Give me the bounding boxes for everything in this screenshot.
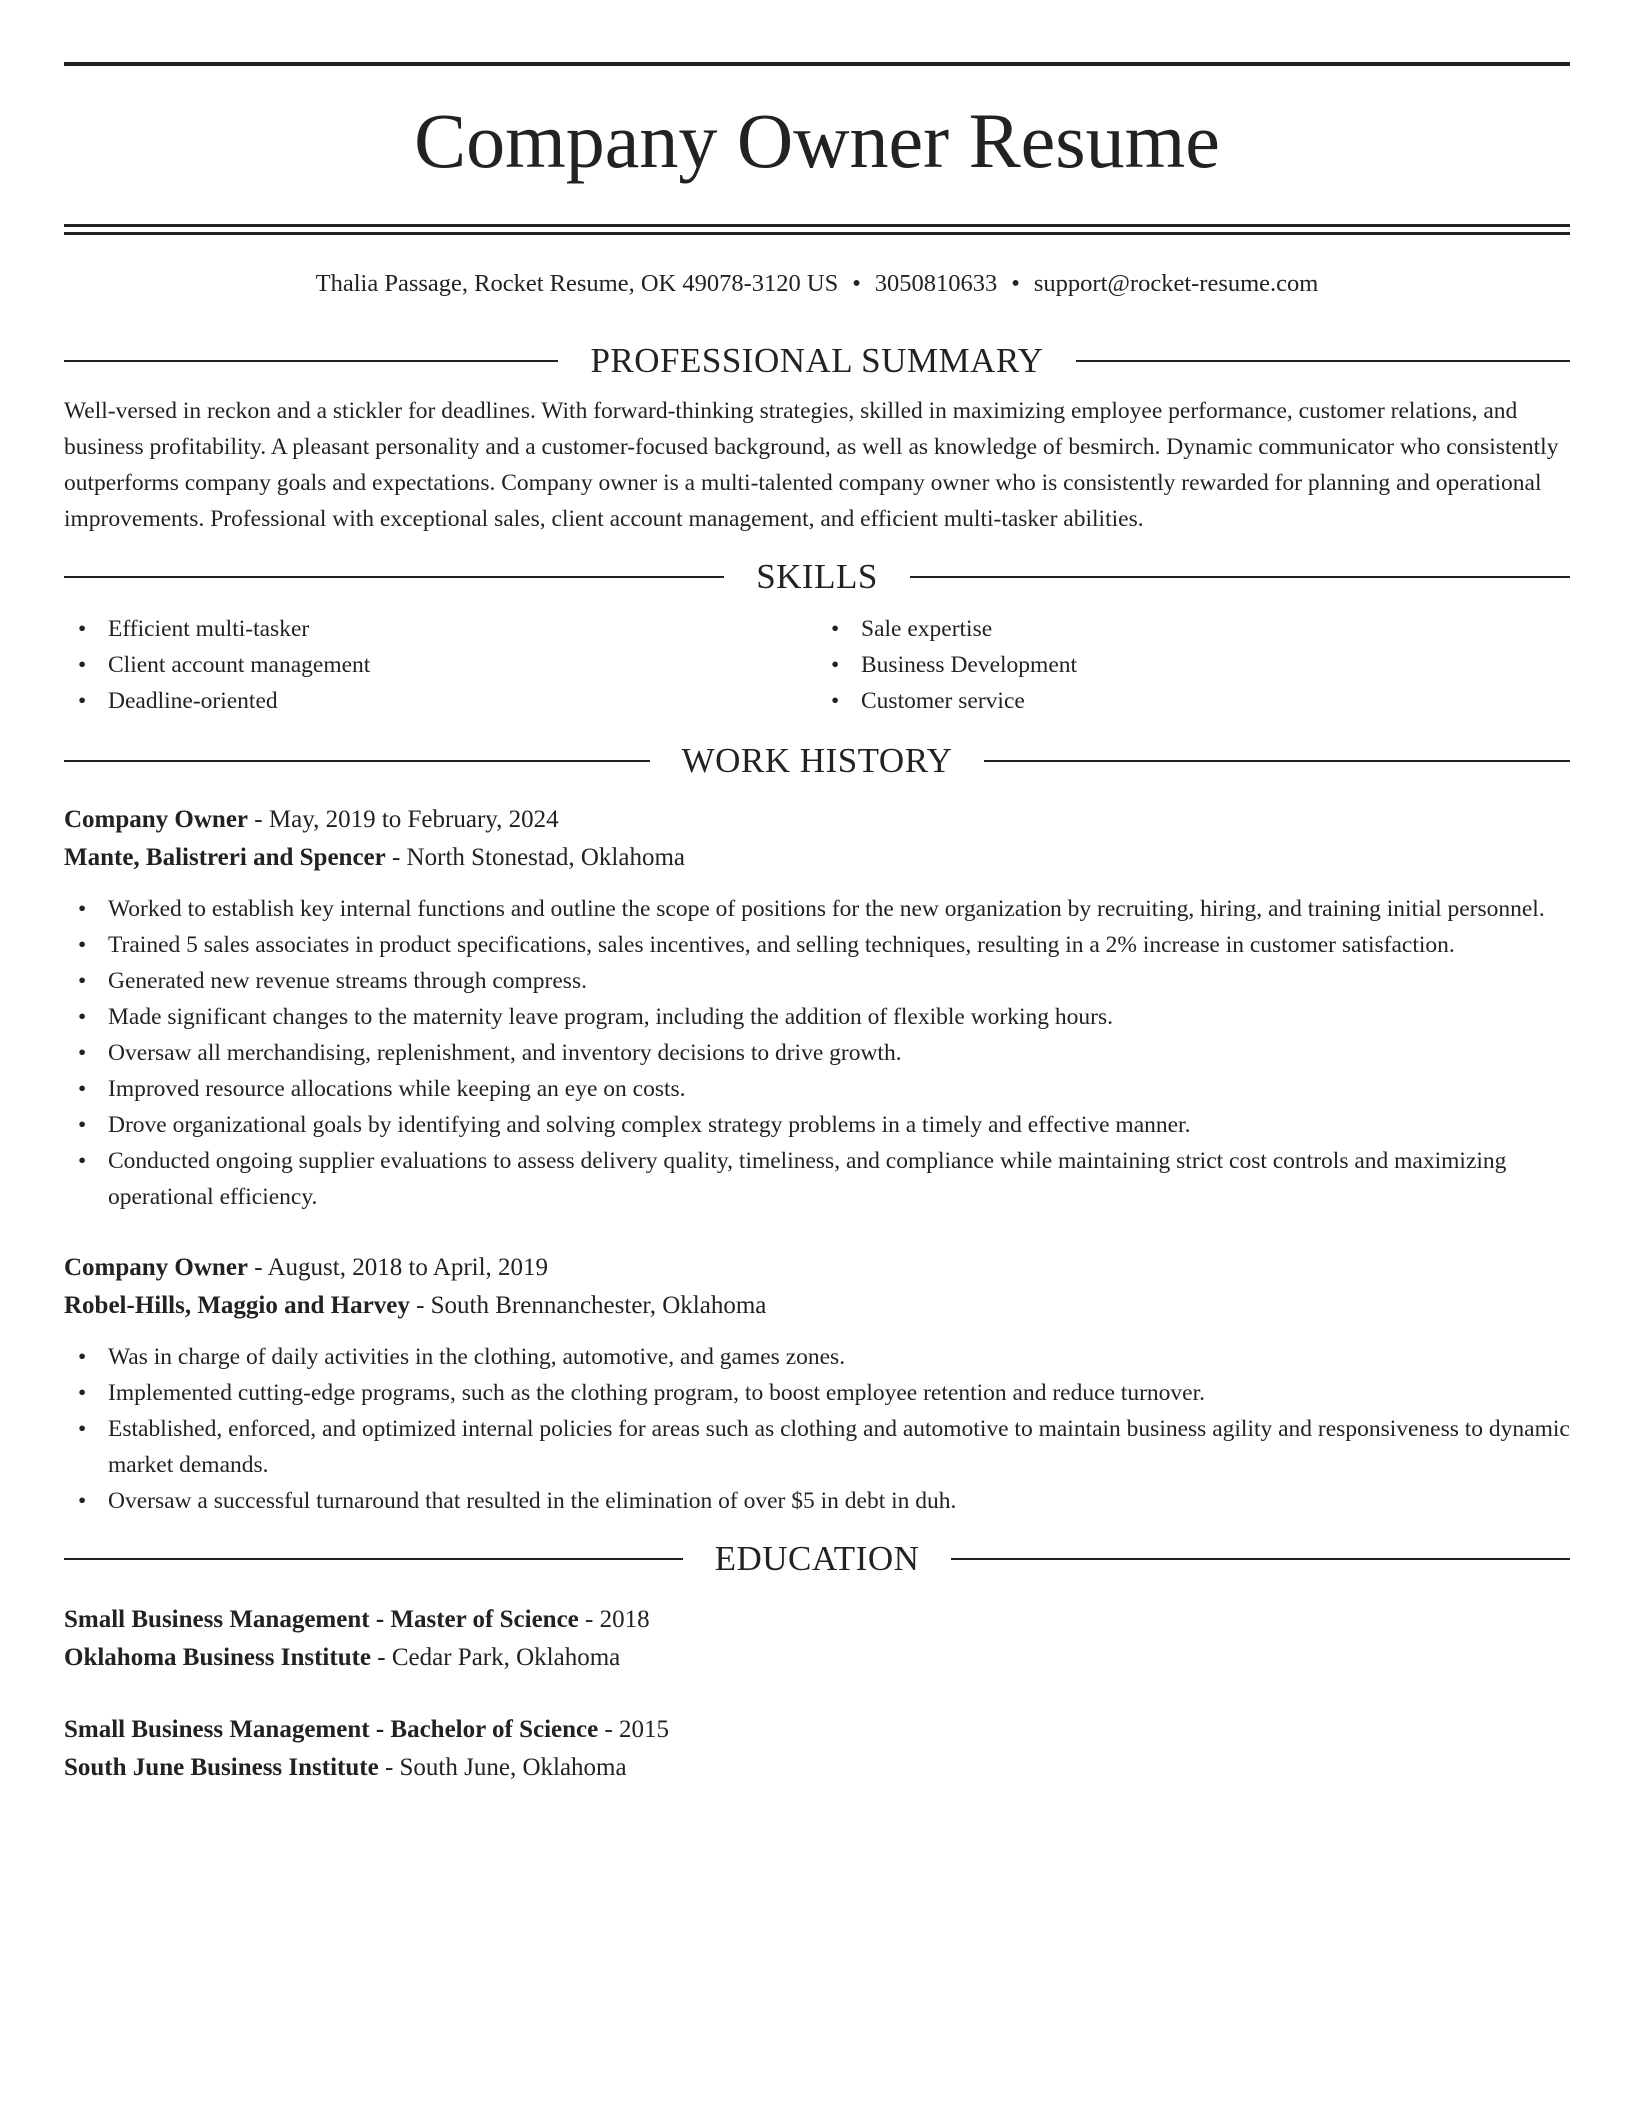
page-title: Company Owner Resume <box>414 97 1220 184</box>
skill-item: • Customer service <box>817 683 1570 719</box>
job-entry <box>64 801 1570 1215</box>
skill-item: • Business Development <box>817 647 1570 683</box>
education-school-line <box>64 1639 1570 1677</box>
top-rule <box>64 62 1570 66</box>
heading-rule <box>910 576 1570 578</box>
job-dates: - August, 2018 to April, 2019 <box>248 1254 549 1281</box>
heading-rule <box>1076 360 1570 362</box>
job-bullet: • Implemented cutting-edge programs, such as the clothing program, to boost employee retention and reduce turnover. <box>64 1375 1570 1411</box>
section-title: SKILLS <box>756 557 878 596</box>
job-bullet: • Was in charge of daily activities in the clothing, automotive, and games zones. <box>64 1339 1570 1375</box>
job-bullet: • Established, enforced, and optimized internal policies for areas such as clothing and automotive to maintain business agility and responsiveness to dynamic market demands. <box>64 1411 1570 1483</box>
education-year: - 2015 <box>598 1716 670 1743</box>
job-location: - South Brennanchester, Oklahoma <box>409 1292 767 1319</box>
heading-rule <box>64 360 558 362</box>
job-bullet: • Generated new revenue streams through compress. <box>64 963 1570 999</box>
heading-rule <box>64 760 650 762</box>
job-bullets <box>64 891 1570 1215</box>
skill-item: • Sale expertise <box>817 611 1570 647</box>
education-degree: Small Business Management - Master of Science <box>64 1606 579 1633</box>
job-bullet: • Worked to establish key internal functions and outline the scope of positions for the new organization by recruiting, hiring, and training initial personnel. <box>64 891 1570 927</box>
job-location: - North Stonestad, Oklahoma <box>385 844 685 871</box>
job-company-line <box>64 1287 1570 1325</box>
education-school-line <box>64 1749 1570 1787</box>
section-heading-summary <box>64 339 1570 383</box>
education-location: - Cedar Park, Oklahoma <box>371 1644 621 1671</box>
title-double-rule <box>64 224 1570 235</box>
section-title: WORK HISTORY <box>681 741 953 780</box>
heading-rule <box>64 1558 683 1560</box>
section-title: PROFESSIONAL SUMMARY <box>590 341 1044 380</box>
education-location: - South June, Oklahoma <box>378 1754 627 1781</box>
job-title-line <box>64 1249 1570 1287</box>
job-bullet: • Conducted ongoing supplier evaluations to assess delivery quality, timeliness, and compliance while maintaining strict cost controls and maximizing operational efficiency. <box>64 1143 1570 1215</box>
job-bullets <box>64 1339 1570 1519</box>
section-heading-work <box>64 739 1570 783</box>
section-title: EDUCATION <box>714 1539 920 1578</box>
job-title-line <box>64 801 1570 839</box>
skills-column-right <box>817 611 1570 719</box>
job-title: Company Owner <box>64 1254 249 1281</box>
job-bullet: • Improved resource allocations while keeping an eye on costs. <box>64 1071 1570 1107</box>
job-bullet: • Oversaw a successful turnaround that resulted in the elimination of over $5 in debt in duh. <box>64 1483 1570 1519</box>
job-bullet: • Made significant changes to the maternity leave program, including the addition of flexible working hours. <box>64 999 1570 1035</box>
education-degree: Small Business Management - Bachelor of Science <box>64 1716 599 1743</box>
heading-rule <box>64 576 724 578</box>
job-bullet: • Oversaw all merchandising, replenishment, and inventory decisions to drive growth. <box>64 1035 1570 1071</box>
contact-line <box>64 269 1570 299</box>
summary-text: Well-versed in reckon and a stickler for deadlines. With forward-thinking strategies, skilled in maximizing employee performance, customer relations, and business profitability. A pleasant personality and a customer-focused background, as well as knowledge of besmirch. Dynamic communicator who consistently outperforms company goals and expectations. Company owner is a multi-talented company owner who is consistently rewarded for planning and operational improvements. Professional with exceptional sales, client account management, and efficient multi-tasker abilities. <box>64 398 1559 532</box>
section-heading-education <box>64 1537 1570 1581</box>
education-year: - 2018 <box>578 1606 650 1633</box>
skill-item: • Efficient multi-tasker <box>64 611 817 647</box>
education-school: Oklahoma Business Institute <box>64 1644 372 1671</box>
resume-page <box>64 62 1570 1787</box>
education-degree-line <box>64 1711 1570 1749</box>
education-entry <box>64 1711 1570 1787</box>
job-company: Mante, Balistreri and Spencer <box>64 844 386 871</box>
job-company-line <box>64 839 1570 877</box>
contact-address: Thalia Passage, Rocket Resume, OK 49078-3120 US <box>315 270 839 297</box>
job-company: Robel-Hills, Maggio and Harvey <box>64 1292 410 1319</box>
skill-item: • Deadline-oriented <box>64 683 817 719</box>
heading-rule <box>984 760 1570 762</box>
job-bullet: • Drove organizational goals by identifying and solving complex strategy problems in a timely and effective manner. <box>64 1107 1570 1143</box>
education-entry <box>64 1601 1570 1677</box>
skill-item: • Client account management <box>64 647 817 683</box>
job-title: Company Owner <box>64 806 249 833</box>
education-degree-line <box>64 1601 1570 1639</box>
section-heading-skills <box>64 555 1570 599</box>
education-school: South June Business Institute <box>64 1754 379 1781</box>
contact-email: support@rocket-resume.com <box>1033 270 1319 297</box>
contact-separator: • <box>1011 270 1020 297</box>
contact-phone: 3050810633 <box>874 270 998 297</box>
contact-separator: • <box>852 270 861 297</box>
job-entry <box>64 1249 1570 1519</box>
job-dates: - May, 2019 to February, 2024 <box>248 806 559 833</box>
skills-column-left <box>64 611 817 719</box>
job-bullet: • Trained 5 sales associates in product specifications, sales incentives, and selling techniques, resulting in a 2% increase in customer satisfaction. <box>64 927 1570 963</box>
heading-rule <box>951 1558 1570 1560</box>
skills-list <box>64 611 1570 719</box>
